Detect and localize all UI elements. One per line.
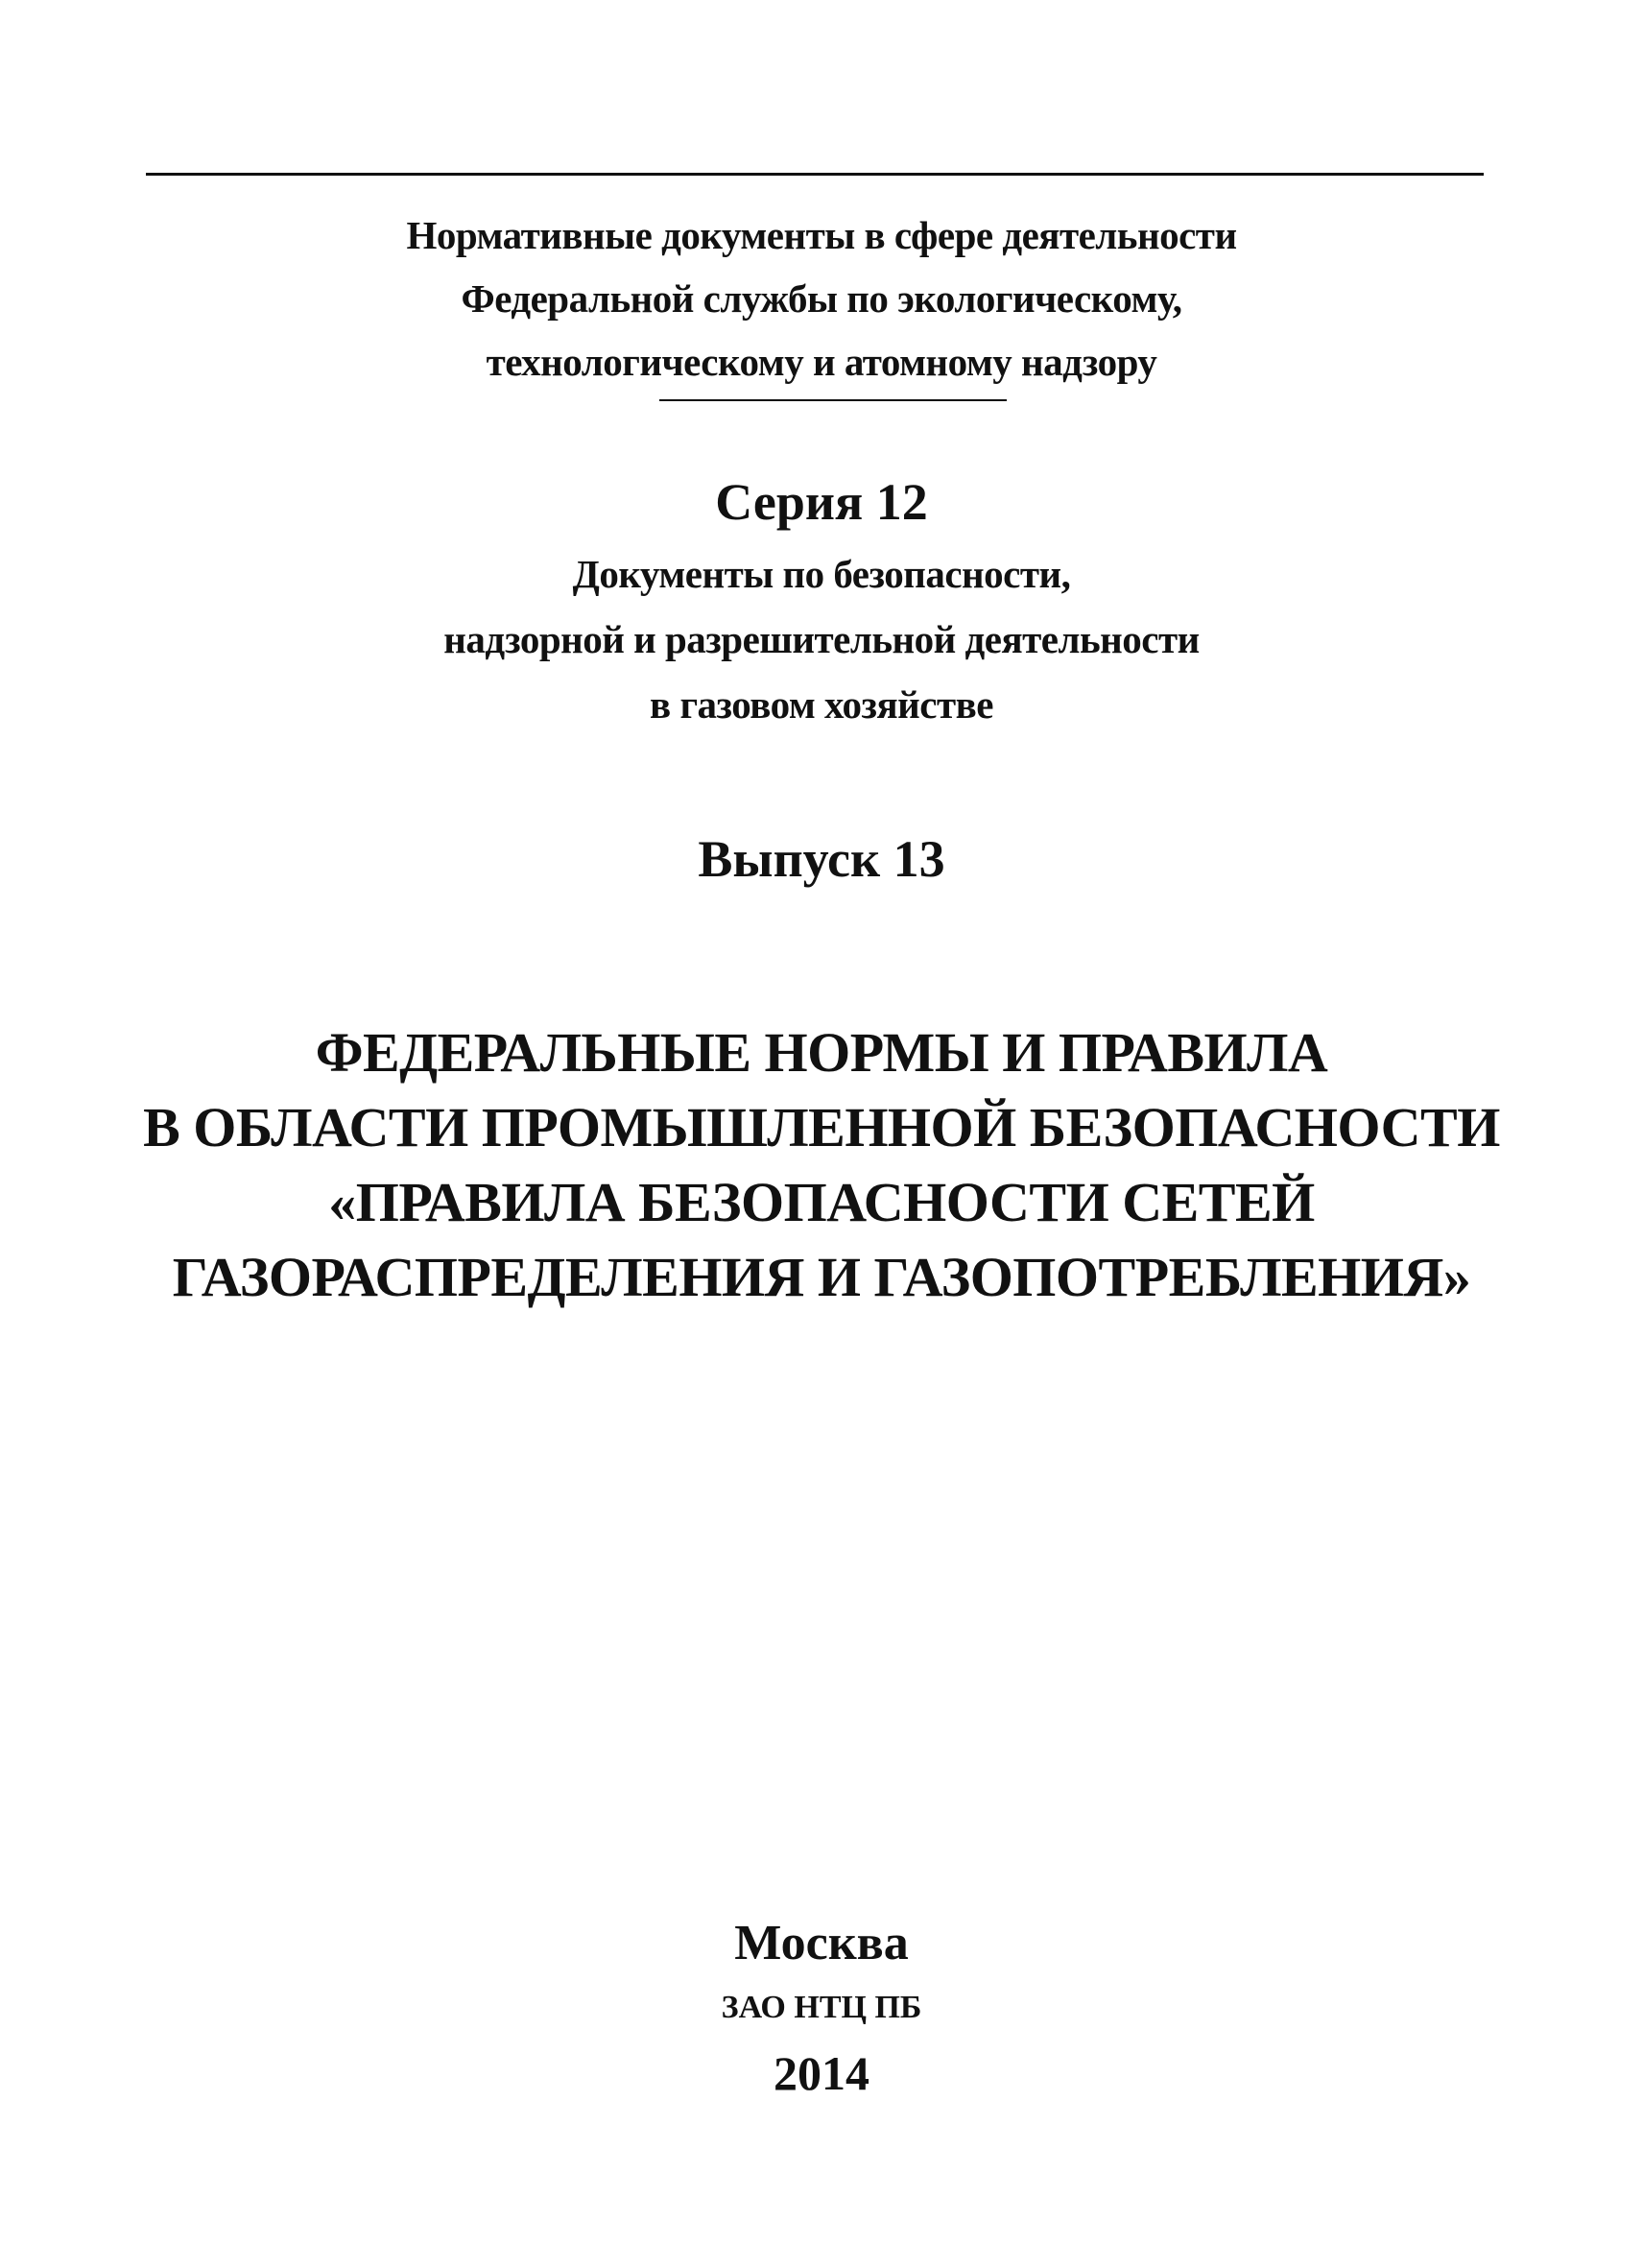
main-title-line-3: «ПРАВИЛА БЕЗОПАСНОСТИ СЕТЕЙ <box>328 1171 1315 1233</box>
series-line-2: надзорной и разрешительной деятельности <box>443 617 1200 661</box>
series-description <box>0 541 1643 737</box>
header-line-1: Нормативные документы в сфере деятельности <box>406 213 1237 257</box>
series-title: Серия 12 <box>715 473 928 531</box>
header-line-3: технологическому и атомному надзору <box>486 340 1157 384</box>
imprint <box>0 1910 1643 2108</box>
imprint-publisher: ЗАО НТЦ ПБ <box>721 1990 922 2025</box>
series-line-3: в газовом хозяйстве <box>650 682 993 727</box>
issue-title: Выпуск 13 <box>698 830 945 888</box>
main-title-line-4: ГАЗОРАСПРЕДЕЛЕНИЯ И ГАЗОПОТРЕБЛЕНИЯ» <box>172 1246 1471 1308</box>
imprint-city: Москва <box>734 1916 909 1970</box>
main-title-line-1: ФЕДЕРАЛЬНЫЕ НОРМЫ И ПРАВИЛА <box>315 1021 1328 1084</box>
main-title <box>0 1015 1643 1315</box>
header-line-2: Федеральной службы по экологическому, <box>461 276 1182 321</box>
top-rule <box>146 173 1484 176</box>
series-line-1: Документы по безопасности, <box>572 552 1071 596</box>
imprint-year: 2014 <box>774 2046 869 2100</box>
main-title-line-2: В ОБЛАСТИ ПРОМЫШЛЕННОЙ БЕЗОПАСНОСТИ <box>143 1096 1500 1158</box>
header-divider <box>659 399 1007 401</box>
header-block <box>0 203 1643 394</box>
